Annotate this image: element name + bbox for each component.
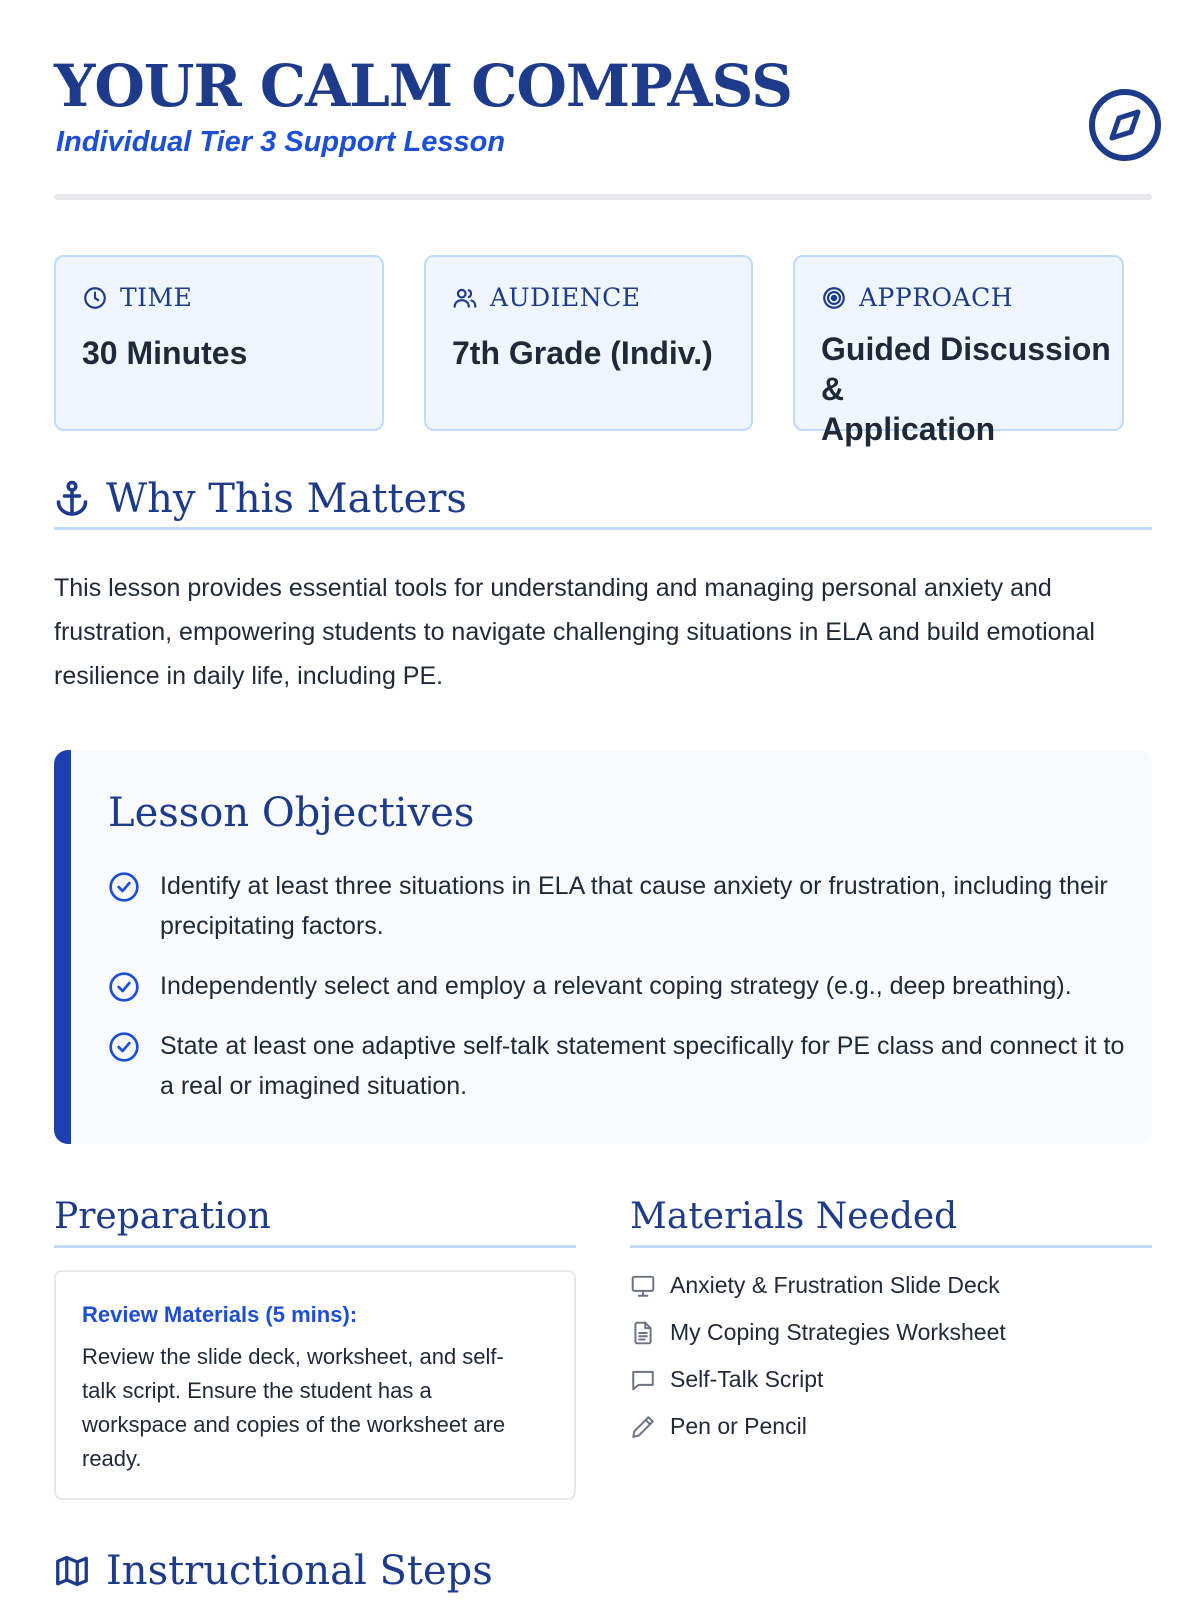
check-circle-icon bbox=[108, 871, 140, 903]
info-card-value: 30 Minutes bbox=[82, 335, 248, 371]
info-card-label: APPROACH bbox=[859, 283, 1013, 312]
objective-text: Identify at least three situations in ELA that cause anxiety or frustration, including their precipitating factors. bbox=[160, 872, 1108, 940]
page-header bbox=[54, 52, 1154, 200]
material-item bbox=[630, 1356, 1006, 1403]
section-divider bbox=[54, 527, 1152, 530]
why-heading bbox=[54, 476, 467, 522]
clock-icon bbox=[82, 285, 108, 311]
steps-heading bbox=[54, 1548, 493, 1594]
section-title: Why This Matters bbox=[106, 476, 467, 522]
check-circle-icon bbox=[108, 971, 140, 1003]
objective-item bbox=[108, 1026, 1128, 1106]
page-subtitle: Individual Tier 3 Support Lesson bbox=[56, 126, 506, 158]
info-card-time bbox=[54, 255, 384, 431]
info-card-label: AUDIENCE bbox=[490, 283, 641, 312]
material-label: Pen or Pencil bbox=[670, 1413, 807, 1439]
preparation-text: Review the slide deck, worksheet, and self-talk script. Ensure the student has a workspace and copies of the worksheet are ready. bbox=[82, 1344, 506, 1471]
objective-text: Independently select and employ a relevant coping strategy (e.g., deep breathing). bbox=[160, 972, 1072, 1000]
chat-bubble-icon bbox=[630, 1367, 656, 1393]
monitor-icon bbox=[630, 1273, 656, 1299]
objective-item bbox=[108, 966, 1128, 1006]
material-item bbox=[630, 1309, 1006, 1356]
materials-list bbox=[630, 1262, 1006, 1450]
users-icon bbox=[452, 285, 478, 311]
page-title: YOUR CALM COMPASS bbox=[54, 52, 793, 120]
material-item bbox=[630, 1403, 1006, 1450]
objectives-title: Lesson Objectives bbox=[108, 790, 475, 836]
why-text: This lesson provides essential tools for understanding and managing personal anxiety and frustration, empowering students to navigate challenging situations in ELA and build emotional resilience in daily life, including PE. bbox=[54, 574, 1095, 690]
section-title: Preparation bbox=[54, 1196, 271, 1237]
document-icon bbox=[630, 1320, 656, 1346]
info-card-approach bbox=[793, 255, 1124, 447]
material-label: My Coping Strategies Worksheet bbox=[670, 1319, 1006, 1345]
objective-text: State at least one adaptive self-talk statement specifically for PE class and connect it to a real or imagined situation. bbox=[160, 1032, 1125, 1100]
pencil-icon bbox=[630, 1414, 656, 1440]
info-card-audience bbox=[424, 255, 753, 431]
info-card-label: TIME bbox=[120, 283, 193, 312]
check-circle-icon bbox=[108, 1031, 140, 1063]
info-card-value bbox=[821, 329, 1122, 449]
section-title: Materials Needed bbox=[630, 1196, 958, 1237]
section-divider bbox=[630, 1245, 1152, 1248]
compass-icon bbox=[1088, 88, 1162, 162]
material-item bbox=[630, 1262, 1006, 1309]
target-icon bbox=[821, 285, 847, 311]
info-card-value: 7th Grade (Indiv.) bbox=[452, 335, 713, 371]
section-title: Instructional Steps bbox=[106, 1548, 493, 1594]
objectives-panel bbox=[54, 750, 1152, 1144]
info-card-value-line: Guided Discussion & bbox=[821, 331, 1111, 407]
preparation-card bbox=[54, 1270, 576, 1500]
info-card-value-line: Application bbox=[821, 411, 996, 447]
material-label: Anxiety & Frustration Slide Deck bbox=[670, 1272, 1000, 1298]
objectives-list bbox=[108, 866, 1128, 1126]
preparation-label: Review Materials (5 mins): bbox=[82, 1302, 358, 1327]
objective-item bbox=[108, 866, 1128, 946]
material-label: Self-Talk Script bbox=[670, 1366, 824, 1392]
objectives-accent-bar bbox=[54, 750, 71, 1144]
header-divider bbox=[54, 194, 1152, 200]
section-divider bbox=[54, 1245, 576, 1248]
preparation-heading bbox=[54, 1196, 271, 1237]
map-icon bbox=[54, 1553, 90, 1589]
anchor-icon bbox=[54, 479, 90, 519]
materials-heading bbox=[630, 1196, 957, 1237]
